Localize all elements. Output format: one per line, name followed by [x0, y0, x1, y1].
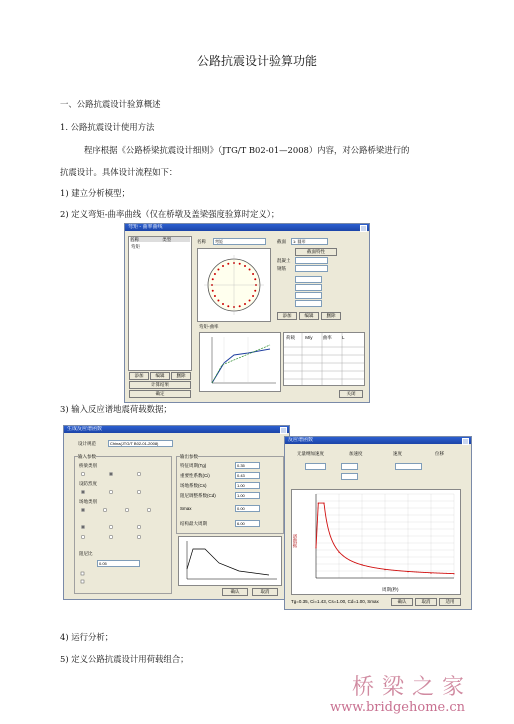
spectrum-chart [291, 489, 461, 595]
rebar-dot [227, 263, 229, 265]
section-select[interactable]: 1: 圆形 [291, 238, 328, 245]
spectrum-point [430, 573, 431, 574]
radio-displacement[interactable]: 位移 [435, 451, 444, 456]
smax-field[interactable]: 0.00 [235, 505, 260, 512]
spectrum-point [361, 564, 362, 565]
rebar-dot [217, 268, 219, 270]
confirm-button[interactable]: 确认 [222, 588, 248, 596]
list-item[interactable]: 弯矩 [131, 244, 140, 249]
concrete-label: 混凝土 [277, 258, 291, 263]
spectrum-shape-svg [179, 537, 281, 585]
spectrum-point [407, 571, 408, 572]
radio-options[interactable] [75, 457, 171, 593]
subsection-heading: 1. 公路抗震设计使用方法 [60, 122, 155, 132]
rebar-dot [252, 295, 254, 297]
input-params-group [74, 456, 172, 594]
rebar-dot [252, 273, 254, 275]
cd-label: 阻尼调整系数(Cd) [180, 493, 216, 498]
tg-field[interactable]: 0.35 [235, 462, 260, 469]
param-field-1[interactable] [295, 276, 322, 283]
edit-button[interactable]: 编辑 [150, 372, 170, 380]
rebar-dot [212, 290, 214, 292]
rebar-select[interactable] [295, 265, 328, 272]
param-field-2[interactable] [295, 284, 322, 291]
section-property-button[interactable]: 截面特性 [295, 248, 337, 256]
cs-label: 场地系数(Cs) [180, 483, 207, 488]
table-header: 荷载 M/y 曲率 L [286, 335, 345, 340]
code-select[interactable]: China(JTG/T B02-01-2008) [108, 440, 173, 447]
tg-label: 特征周期(Tg) [180, 463, 207, 468]
rebar-dot [244, 265, 246, 267]
bridge-class-label: 桥梁类别 [79, 463, 97, 468]
intensity-label: 设防烈度 [79, 481, 97, 486]
cancel-button[interactable]: 取消 [415, 598, 437, 606]
spectrum-shape-diagram [178, 536, 282, 586]
max-period-label: 结构最大周期 [180, 521, 207, 526]
radio-nondim-acc[interactable]: 无量纲加速度 [297, 451, 324, 456]
response-spectrum-function-dialog [284, 436, 472, 610]
curve-list[interactable] [128, 236, 192, 371]
spectrum-point [315, 547, 316, 548]
dialog2-titlebar: 生成反应谱函数 [64, 426, 289, 433]
step-4: 4) 运行分析； [60, 632, 114, 642]
max-period-field[interactable]: 6.00 [235, 520, 260, 527]
paragraph-line-1: 程序根据《公路桥梁抗震设计细则》（JTG/T B02-01—2008）内容，对公路桥梁进行的 [84, 145, 410, 155]
moment-curvature-dialog [124, 223, 370, 403]
param-field-a[interactable] [305, 463, 326, 470]
cd-field[interactable]: 1.00 [235, 492, 260, 499]
cs-field[interactable]: 1.00 [235, 482, 260, 489]
spectrum-chart-svg [292, 490, 460, 586]
curve-svg [200, 333, 280, 391]
rebar-dot [239, 305, 241, 307]
spectrum-point [453, 573, 454, 574]
result-table [283, 332, 365, 386]
dialog-titlebar: 弯矩 - 曲率曲线 [125, 224, 369, 231]
apply-button[interactable]: 适用 [439, 598, 461, 606]
section-heading: 一、公路抗震设计验算概述 [60, 99, 161, 109]
section-circle-drawing [198, 249, 270, 321]
step-5: 5) 定义公路抗震设计用荷载组合； [60, 654, 189, 664]
section-preview [197, 248, 271, 322]
rebar-dot [214, 273, 216, 275]
param-field-c[interactable] [395, 463, 422, 470]
confirm-button[interactable]: 确认 [391, 598, 413, 606]
watermark-brand: 桥梁之家 [352, 675, 473, 700]
spectrum-point [338, 552, 339, 553]
rebar-dot [222, 303, 224, 305]
watermark-url: www.bridgehome.cn [330, 700, 466, 715]
radio-acc[interactable]: 加速度 [349, 451, 363, 456]
site-class-label: 场地类别 [79, 499, 97, 504]
param-field-3[interactable] [295, 292, 322, 299]
delete-button[interactable]: 删除 [171, 372, 191, 380]
code-label: 设计规范 [78, 441, 96, 446]
results-button[interactable]: 计算结果 [129, 381, 191, 389]
rebar-dot [249, 268, 251, 270]
parameter-summary: Tg=0.35, Ci=1.43, Cs=1.00, Cd=1.00, Smax [291, 599, 379, 604]
list-header-type: 类型 [162, 237, 172, 242]
damping-field[interactable]: 0.05 [97, 560, 140, 567]
curve-add-button[interactable]: 添加 [277, 312, 297, 320]
table-grid [284, 333, 364, 385]
output-group-title: 输出参数 [180, 454, 198, 459]
curve-edit-button[interactable]: 编辑 [299, 312, 319, 320]
curve-tab-label: 弯矩-曲率 [199, 324, 219, 329]
input-group-title: 输入参数 [78, 454, 96, 459]
rebar-dot [254, 278, 256, 280]
rebar-dot [212, 278, 214, 280]
add-button[interactable]: 添加 [129, 372, 149, 380]
param-field-4[interactable] [295, 300, 322, 307]
rebar-dot [254, 290, 256, 292]
close-icon[interactable] [360, 225, 367, 232]
spectrum-point [318, 503, 319, 504]
output-params-group [176, 456, 284, 534]
ci-field[interactable]: 0.43 [235, 472, 260, 479]
rebar-dot [214, 295, 216, 297]
smax-label: Smax [180, 506, 192, 511]
param-field-d[interactable] [341, 473, 358, 480]
close-button[interactable]: 关闭 [339, 390, 363, 398]
ci-label: 重要性系数(Ci) [180, 473, 210, 478]
rebar-dot [249, 300, 251, 302]
close-icon[interactable] [462, 438, 469, 445]
paragraph-line-2: 抗震设计。具体设计流程如下： [60, 167, 178, 177]
cancel-button[interactable]: 取消 [252, 588, 278, 596]
dialog3-titlebar: 反应谱函数 [285, 437, 471, 444]
name-label: 名称 [197, 239, 206, 244]
rebar-dot [222, 265, 224, 267]
spectrum-point [384, 569, 385, 570]
document-title: 公路抗震设计验算功能 [196, 54, 317, 68]
chart-xlabel: 周期(秒) [382, 587, 399, 592]
moment-curvature-plot [199, 332, 281, 392]
curve-delete-button[interactable]: 删除 [321, 312, 341, 320]
ok-button[interactable]: 确定 [129, 390, 191, 398]
list-header-name: 名称 [130, 237, 139, 242]
section-label: 截面 [277, 239, 286, 244]
rebar-label: 钢筋 [277, 266, 286, 271]
spectrum-point [323, 503, 324, 504]
close-icon[interactable] [280, 427, 287, 434]
step-3: 3) 输入反应谱地震荷载数据； [60, 404, 172, 414]
concrete-select[interactable] [295, 257, 328, 264]
step-2: 2) 定义弯矩-曲率曲线（仅在桥墩及盖梁强度验算时定义）； [60, 209, 280, 219]
rebar-dot [239, 263, 241, 265]
damping-label: 阻尼比 [79, 551, 93, 556]
radio-velocity[interactable]: 速度 [393, 451, 402, 456]
chart-ylabel: 谱数据 [293, 534, 298, 548]
name-field[interactable]: 弯矩 [213, 238, 266, 245]
rebar-dot [217, 300, 219, 302]
step-1: 1) 建立分析模型； [60, 188, 130, 198]
rebar-dot [227, 305, 229, 307]
rebar-dot [244, 303, 246, 305]
param-field-b[interactable] [341, 463, 358, 470]
response-spectrum-generator-dialog [63, 425, 290, 600]
